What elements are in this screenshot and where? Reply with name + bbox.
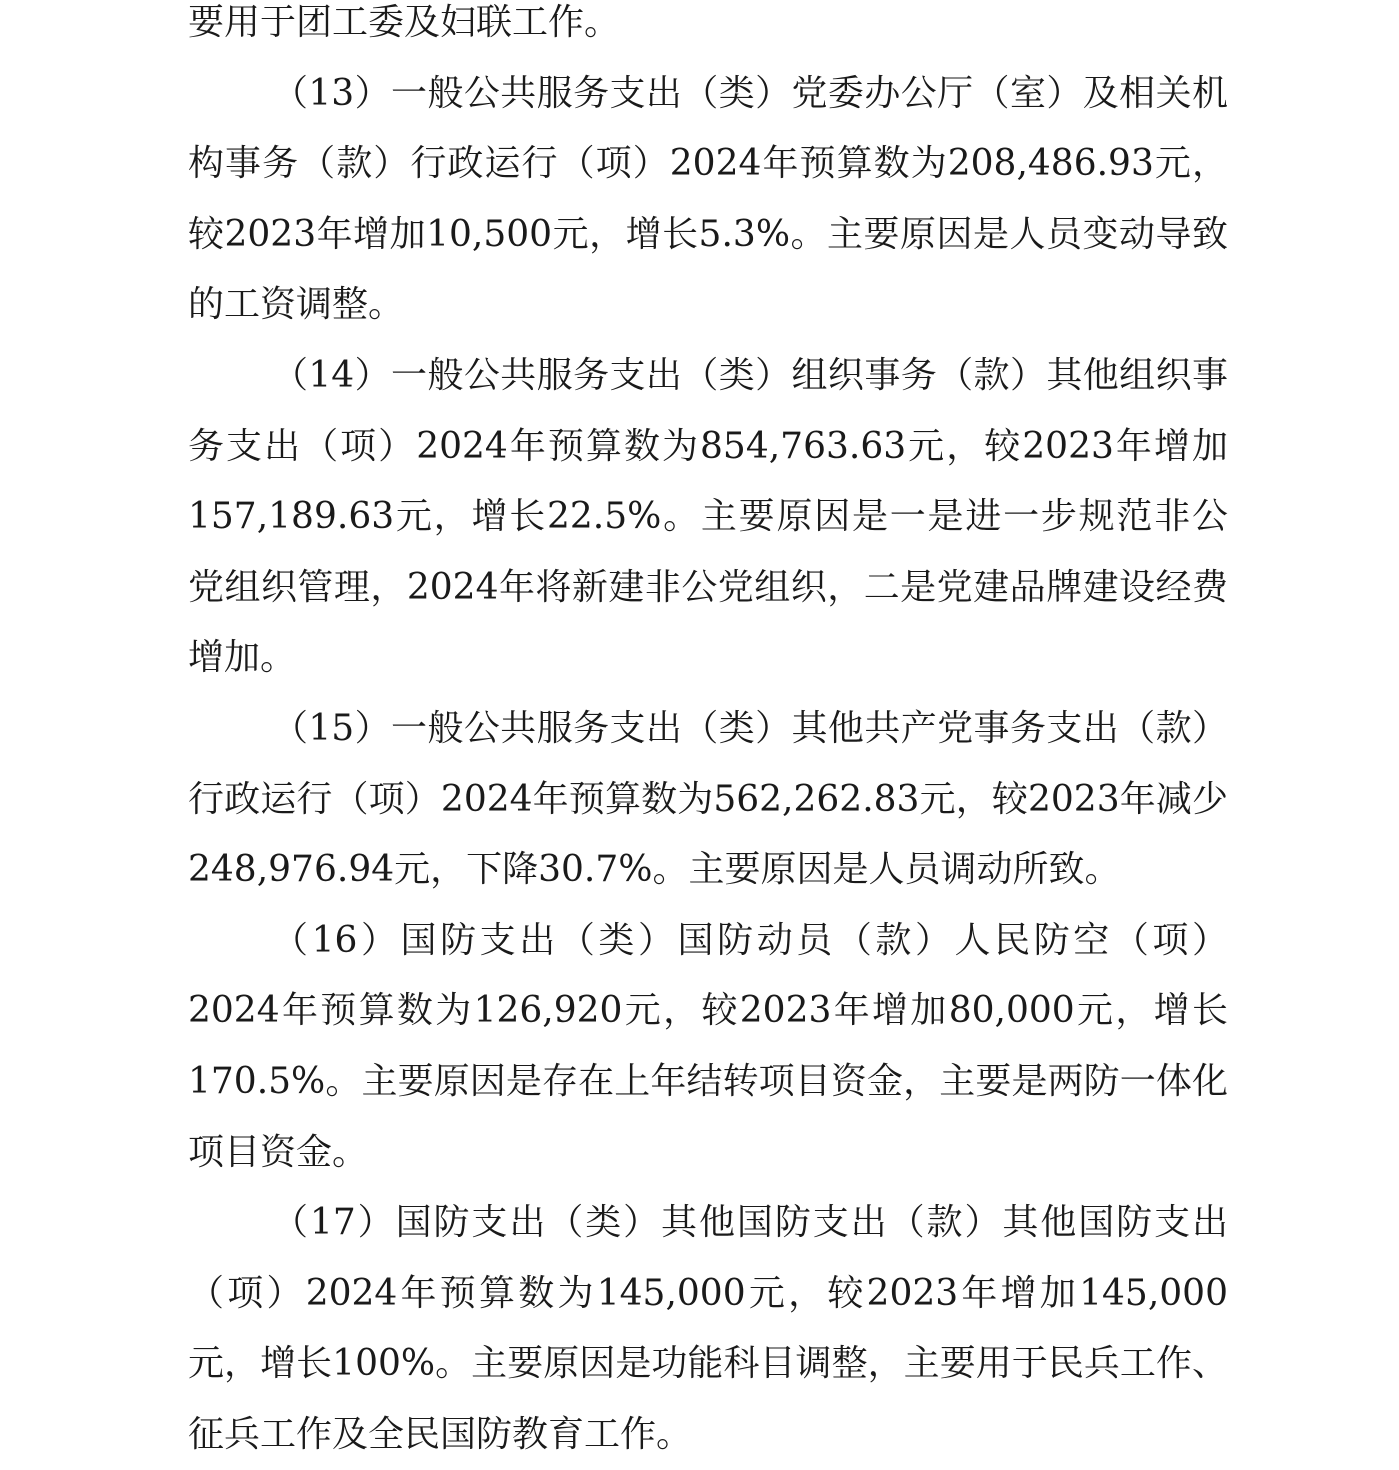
- paragraph-item-17: （17）国防支出（类）其他国防支出（款）其他国防支出（项）2024年预算数为145,000元，较2023年增加145,000元，增长100%。主要原因是功能科目调整，主要用于民兵工作、征兵工作及全民国防教育工作。: [188, 1202, 1228, 1455]
- paragraph-item-16: （16）国防支出（类）国防动员（款）人民防空（项）2024年预算数为126,920元，较2023年增加80,000元，增长170.5%。主要原因是存在上年结转项目资金，主要是两防一体化项目资金。: [188, 919, 1228, 1173]
- paragraph-item-13: （13）一般公共服务支出（类）党委办公厅（室）及相关机构事务（款）行政运行（项）2024年预算数为208,486.93元，较2023年增加10,500元，增长5.3%。主要原因是人员变动导致的工资调整。: [188, 72, 1228, 326]
- paragraph-item-15: （15）一般公共服务支出（类）其他共产党事务支出（款）行政运行（项）2024年预算数为562,262.83元，较2023年减少248,976.94元，下降30.7%。主要原因是人员调动所致。: [188, 707, 1228, 891]
- paragraph-item-14: （14）一般公共服务支出（类）组织事务（款）其他组织事务支出（项）2024年预算数为854,763.63元，较2023年增加157,189.63元，增长22.5%。主要原因是一是进一步规范非公党组织管理，2024年将新建非公党组织，二是党建品牌建设经费增加。: [188, 354, 1228, 679]
- document-body: [188, 0, 1228, 1470]
- paragraph-continuation: 要用于团工委及妇联工作。: [188, 2, 621, 43]
